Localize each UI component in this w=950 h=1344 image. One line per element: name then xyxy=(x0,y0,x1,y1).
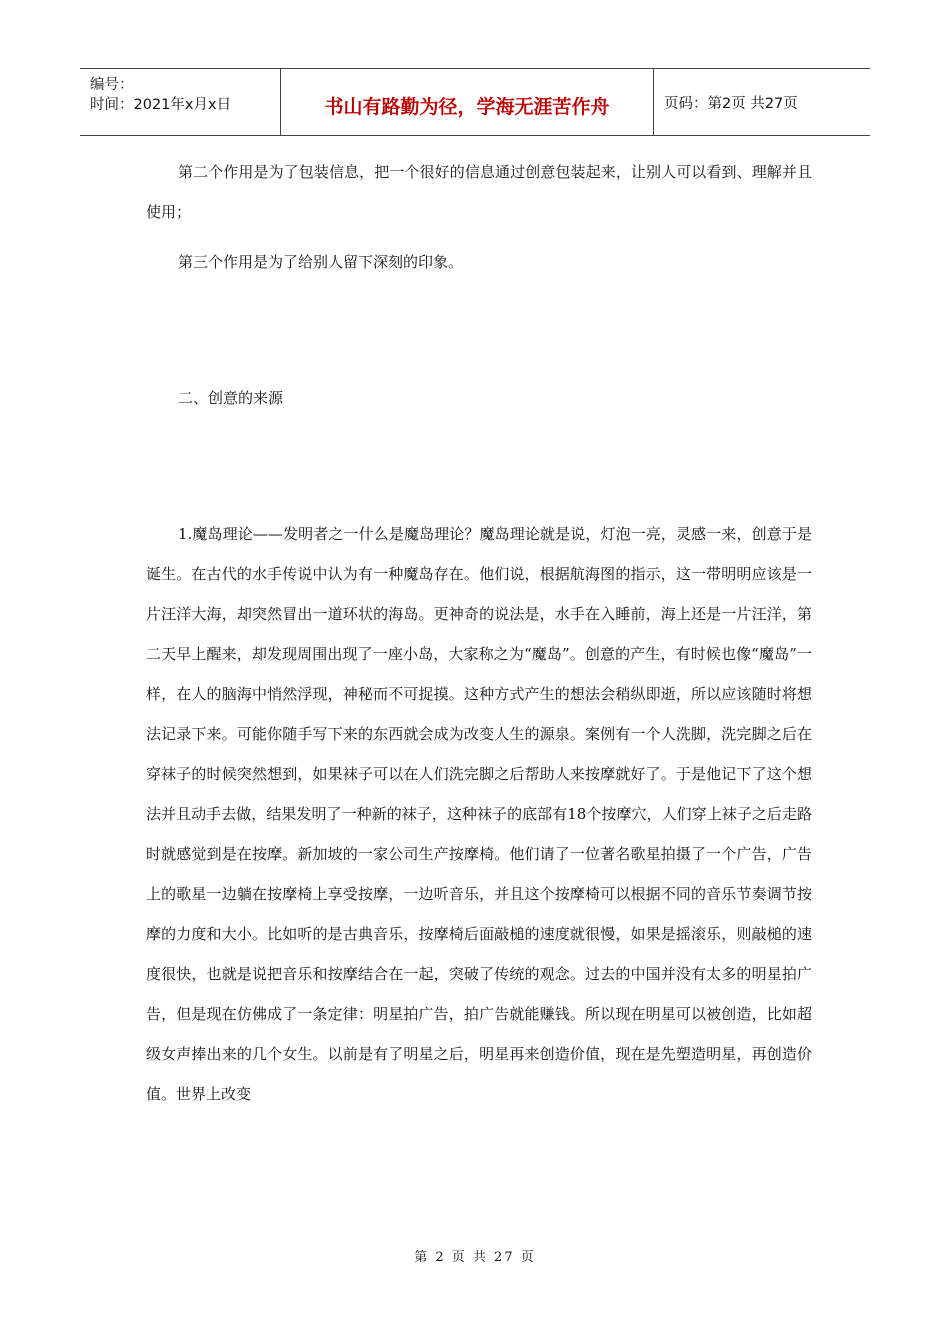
document-body xyxy=(146,152,812,1114)
page-footer: 第 2 页 共 27 页 xyxy=(414,1250,536,1265)
section-title: 二、创意的来源 xyxy=(178,389,284,407)
paragraph-second-function: 第二个作用是为了包装信息，把一个很好的信息通过创意包装起来，让别人可以看到、理解并且使用； xyxy=(146,163,812,221)
header-meta xyxy=(80,69,281,135)
page-header xyxy=(80,68,870,136)
header-motto: 书山有路勤为径，学海无涯苦作舟 xyxy=(281,69,654,135)
paragraph-magic-island-theory: 1.魔岛理论——发明者之一什么是魔岛理论？魔岛理论就是说，灯泡一亮，灵感一来，创意于是诞生。在古代的水手传说中认为有一种魔岛存在。他们说，根据航海图的指示，这一带明明应该是一片汪洋大海，却突然冒出一道环状的海岛。更神奇的说法是，水手在入睡前，海上还是一片汪洋，第二天早上醒来，却发现周围出现了一座小岛，大家称之为“魔岛”。创意的产生，有时候也像“魔岛”一样，在人的脑海中悄然浮现，神秘而不可捉摸。这种方式产生的想法会稍纵即逝，所以应该随时将想法记录下来。可能你随手写下来的东西就会成为改变人生的源泉。案例有一个人洗脚，洗完脚之后在穿袜子的时候突然想到，如果袜子可以在人们洗完脚之后帮助人来按摩就好了。于是他记下了这个想法并且动手去做，结果发明了一种新的袜子，这种袜子的底部有18个按摩穴，人们穿上袜子之后走路时就感觉到是在按摩。新加坡的一家公司生产按摩椅。他们请了一位著名歌星拍摄了一个广告，广告上的歌星一边躺在按摩椅上享受按摩，一边听音乐，并且这个按摩椅可以根据不同的音乐节奏调节按摩的力度和大小。比如听的是古典音乐，按摩椅后面敲槌的速度就很慢，如果是摇滚乐，则敲槌的速度很快，也就是说把音乐和按摩结合在一起，突破了传统的观念。过去的中国并没有太多的明星拍广告，但是现在仿佛成了一条定律：明星拍广告，拍广告就能赚钱。所以现在明星可以被创造，比如超级女声捧出来的几个女生。以前是有了明星之后，明星再来创造价值，现在是先塑造明星，再创造价值。世界上改变 xyxy=(146,525,812,1103)
document-date: 时间：2021年x月x日 xyxy=(90,97,232,113)
document-number-label: 编号： xyxy=(90,77,134,93)
header-page-info: 页码：第2页 共27页 xyxy=(664,95,798,112)
paragraph-third-function: 第三个作用是为了给别人留下深刻的印象。 xyxy=(178,253,464,271)
